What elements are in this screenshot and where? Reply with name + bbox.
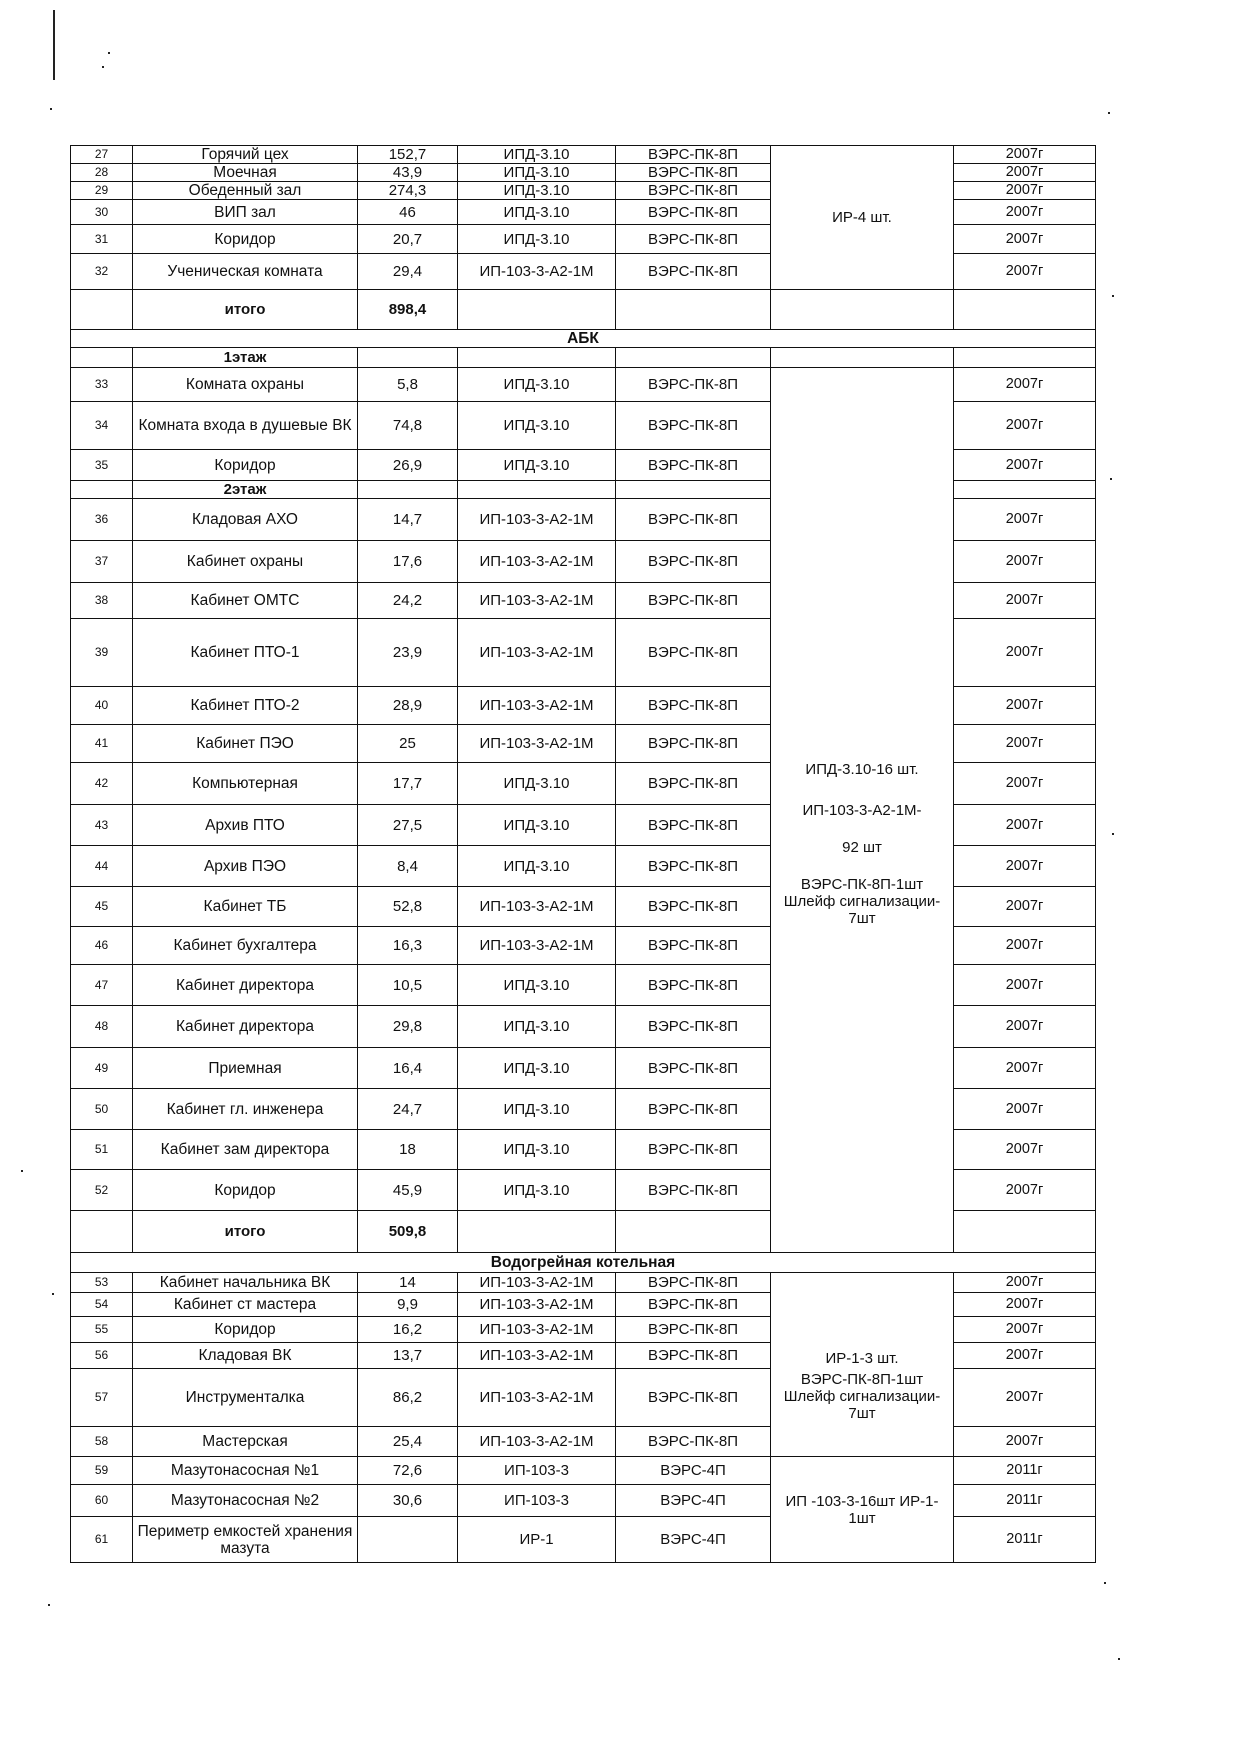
room-area: 74,8 xyxy=(358,402,458,450)
room-area: 18 xyxy=(358,1130,458,1170)
detector-type: ИПД-3.10 xyxy=(458,1089,616,1130)
summary-line: 92 шт xyxy=(842,839,882,856)
room-name: Кабинет директора xyxy=(133,965,358,1006)
detector-type: ИПД-3.10 xyxy=(458,805,616,846)
detector-type: ИП-103-3-А2-1М xyxy=(458,1427,616,1457)
install-year: 2007г xyxy=(954,1048,1096,1089)
room-area: 16,3 xyxy=(358,927,458,965)
panel-type: ВЭРС-ПК-8П xyxy=(616,1130,771,1170)
panel-type: ВЭРС-ПК-8П xyxy=(616,927,771,965)
room-area: 29,8 xyxy=(358,1006,458,1048)
room-area: 45,9 xyxy=(358,1170,458,1211)
row-number: 31 xyxy=(71,225,133,254)
row-number: 37 xyxy=(71,541,133,583)
room-area: 25,4 xyxy=(358,1427,458,1457)
room-area: 46 xyxy=(358,200,458,225)
equipment-table xyxy=(70,145,1096,1563)
scan-artifact-dot xyxy=(1112,833,1114,835)
install-year: 2007г xyxy=(954,1369,1096,1427)
summary-line: 7шт xyxy=(848,1404,876,1422)
install-year: 2007г xyxy=(954,1273,1096,1293)
room-area: 28,9 xyxy=(358,687,458,725)
empty-cell xyxy=(616,290,771,330)
detector-type: ИП-103-3-А2-1М xyxy=(458,619,616,687)
panel-type: ВЭРС-ПК-8П xyxy=(616,1089,771,1130)
room-area: 52,8 xyxy=(358,887,458,927)
room-area: 25 xyxy=(358,725,458,763)
room-name: Кабинет гл. инженера xyxy=(133,1089,358,1130)
scan-artifact-dot xyxy=(50,108,52,110)
install-year: 2007г xyxy=(954,619,1096,687)
install-year: 2007г xyxy=(954,1427,1096,1457)
row-number: 47 xyxy=(71,965,133,1006)
empty-cell xyxy=(358,348,458,368)
panel-type: ВЭРС-ПК-8П xyxy=(616,146,771,164)
room-name: Кабинет начальника ВК xyxy=(133,1273,358,1293)
install-year: 2011г xyxy=(954,1485,1096,1517)
install-year: 2011г xyxy=(954,1457,1096,1485)
detector-type: ИП-103-3-А2-1М xyxy=(458,254,616,290)
panel-type: ВЭРС-ПК-8П xyxy=(616,763,771,805)
floor-row xyxy=(71,348,1096,368)
detector-type: ИР-1 xyxy=(458,1517,616,1563)
panel-type: ВЭРС-ПК-8П xyxy=(616,583,771,619)
row-number: 38 xyxy=(71,583,133,619)
empty-cell xyxy=(771,290,954,330)
room-area: 16,2 xyxy=(358,1317,458,1343)
row-number: 61 xyxy=(71,1517,133,1563)
install-year: 2007г xyxy=(954,846,1096,887)
empty-cell xyxy=(458,290,616,330)
empty-cell xyxy=(358,481,458,499)
total-row xyxy=(71,290,1096,330)
panel-type: ВЭРС-ПК-8П xyxy=(616,402,771,450)
table-row xyxy=(71,368,1096,402)
summary-part1: ИР-4 шт. xyxy=(771,146,954,290)
row-number: 39 xyxy=(71,619,133,687)
room-area: 23,9 xyxy=(358,619,458,687)
detector-type: ИПД-3.10 xyxy=(458,368,616,402)
room-area: 17,6 xyxy=(358,541,458,583)
install-year: 2007г xyxy=(954,254,1096,290)
panel-type: ВЭРС-ПК-8П xyxy=(616,887,771,927)
detector-type: ИПД-3.10 xyxy=(458,1170,616,1211)
install-year: 2007г xyxy=(954,541,1096,583)
panel-type: ВЭРС-ПК-8П xyxy=(616,499,771,541)
detector-type: ИПД-3.10 xyxy=(458,200,616,225)
summary-mazut: ИП -103-3-16шт ИР-1-1шт xyxy=(771,1457,954,1563)
room-area: 5,8 xyxy=(358,368,458,402)
detector-type: ИПД-3.10 xyxy=(458,1006,616,1048)
panel-type: ВЭРС-4П xyxy=(616,1485,771,1517)
install-year: 2007г xyxy=(954,1293,1096,1317)
room-area: 10,5 xyxy=(358,965,458,1006)
total-value: 898,4 xyxy=(358,290,458,330)
room-area: 29,4 xyxy=(358,254,458,290)
scan-artifact-line xyxy=(53,10,55,80)
room-area: 27,5 xyxy=(358,805,458,846)
row-number: 36 xyxy=(71,499,133,541)
room-area: 30,6 xyxy=(358,1485,458,1517)
install-year: 2007г xyxy=(954,450,1096,481)
summary-line: Шлейф сигнализации- xyxy=(783,893,941,910)
detector-type: ИП-103-3-А2-1М xyxy=(458,541,616,583)
scan-artifact-dot xyxy=(1104,1582,1106,1584)
room-name: Комната охраны xyxy=(133,368,358,402)
panel-type: ВЭРС-ПК-8П xyxy=(616,965,771,1006)
summary-boiler xyxy=(771,1273,954,1457)
row-number: 52 xyxy=(71,1170,133,1211)
detector-type: ИП-103-3 xyxy=(458,1457,616,1485)
row-number: 29 xyxy=(71,182,133,200)
empty-cell xyxy=(616,481,771,499)
room-area: 9,9 xyxy=(358,1293,458,1317)
detector-type: ИПД-3.10 xyxy=(458,1130,616,1170)
room-name: Кладовая ВК xyxy=(133,1343,358,1369)
room-name: Коридор xyxy=(133,225,358,254)
room-area: 152,7 xyxy=(358,146,458,164)
row-number: 34 xyxy=(71,402,133,450)
install-year: 2007г xyxy=(954,1343,1096,1369)
panel-type: ВЭРС-ПК-8П xyxy=(616,541,771,583)
detector-type: ИПД-3.10 xyxy=(458,402,616,450)
room-name: Кабинет ПЭО xyxy=(133,725,358,763)
panel-type: ВЭРС-4П xyxy=(616,1517,771,1563)
room-name: ВИП зал xyxy=(133,200,358,225)
scan-artifact-dot xyxy=(48,1604,50,1606)
empty-cell xyxy=(71,481,133,499)
detector-type: ИП-103-3-А2-1М xyxy=(458,1273,616,1293)
room-name: Периметр емкостей хранения мазута xyxy=(133,1517,358,1563)
install-year: 2007г xyxy=(954,1089,1096,1130)
row-number: 57 xyxy=(71,1369,133,1427)
empty-cell xyxy=(954,1211,1096,1253)
room-name: Коридор xyxy=(133,450,358,481)
room-name: Кладовая АХО xyxy=(133,499,358,541)
section-title-boiler: Водогрейная котельная xyxy=(71,1253,1096,1273)
table-row xyxy=(71,1457,1096,1485)
row-number: 41 xyxy=(71,725,133,763)
detector-type: ИП-103-3-А2-1М xyxy=(458,725,616,763)
install-year: 2007г xyxy=(954,164,1096,182)
detector-type: ИП-103-3-А2-1М xyxy=(458,1317,616,1343)
install-year: 2007г xyxy=(954,805,1096,846)
room-name: Инструменталка xyxy=(133,1369,358,1427)
panel-type: ВЭРС-ПК-8П xyxy=(616,1369,771,1427)
summary-line: 7шт xyxy=(848,910,876,927)
room-area: 274,3 xyxy=(358,182,458,200)
install-year: 2007г xyxy=(954,146,1096,164)
room-area: 17,7 xyxy=(358,763,458,805)
room-name: Коридор xyxy=(133,1317,358,1343)
room-area: 26,9 xyxy=(358,450,458,481)
install-year: 2007г xyxy=(954,965,1096,1006)
panel-type: ВЭРС-ПК-8П xyxy=(616,225,771,254)
panel-type: ВЭРС-ПК-8П xyxy=(616,368,771,402)
scan-artifact-dot xyxy=(52,1293,54,1295)
panel-type: ВЭРС-ПК-8П xyxy=(616,1170,771,1211)
detector-type: ИП-103-3 xyxy=(458,1485,616,1517)
scan-artifact-dot xyxy=(1118,1658,1120,1660)
panel-type: ВЭРС-ПК-8П xyxy=(616,846,771,887)
room-name: Кабинет охраны xyxy=(133,541,358,583)
table-row xyxy=(71,1273,1096,1293)
row-number: 30 xyxy=(71,200,133,225)
row-number: 49 xyxy=(71,1048,133,1089)
row-number: 32 xyxy=(71,254,133,290)
detector-type: ИПД-3.10 xyxy=(458,450,616,481)
room-name: Кабинет ПТО-2 xyxy=(133,687,358,725)
floor-label: 1этаж xyxy=(133,348,358,368)
row-number: 27 xyxy=(71,146,133,164)
detector-type: ИП-103-3-А2-1М xyxy=(458,887,616,927)
room-name: Кабинет ОМТС xyxy=(133,583,358,619)
section-row xyxy=(71,1253,1096,1273)
detector-type: ИПД-3.10 xyxy=(458,965,616,1006)
room-area: 13,7 xyxy=(358,1343,458,1369)
detector-type: ИПД-3.10 xyxy=(458,182,616,200)
row-number: 48 xyxy=(71,1006,133,1048)
install-year: 2007г xyxy=(954,583,1096,619)
room-name: Кабинет бухгалтера xyxy=(133,927,358,965)
total-value: 509,8 xyxy=(358,1211,458,1253)
install-year: 2007г xyxy=(954,1130,1096,1170)
empty-cell xyxy=(458,481,616,499)
empty-cell xyxy=(954,481,1096,499)
detector-type: ИП-103-3-А2-1М xyxy=(458,1343,616,1369)
install-year: 2007г xyxy=(954,725,1096,763)
room-name: Приемная xyxy=(133,1048,358,1089)
panel-type: ВЭРС-ПК-8П xyxy=(616,200,771,225)
row-number: 54 xyxy=(71,1293,133,1317)
row-number: 51 xyxy=(71,1130,133,1170)
row-number: 55 xyxy=(71,1317,133,1343)
install-year: 2007г xyxy=(954,499,1096,541)
scan-artifact-dot xyxy=(102,66,104,68)
panel-type: ВЭРС-ПК-8П xyxy=(616,687,771,725)
room-name: Кабинет директора xyxy=(133,1006,358,1048)
section-title-abk: АБК xyxy=(71,330,1096,348)
panel-type: ВЭРС-ПК-8П xyxy=(616,725,771,763)
section-row xyxy=(71,330,1096,348)
detector-type: ИПД-3.10 xyxy=(458,164,616,182)
panel-type: ВЭРС-4П xyxy=(616,1457,771,1485)
detector-type: ИП-103-3-А2-1М xyxy=(458,1293,616,1317)
panel-type: ВЭРС-ПК-8П xyxy=(616,254,771,290)
room-name: Мазутонасосная №2 xyxy=(133,1485,358,1517)
room-name: Кабинет зам директора xyxy=(133,1130,358,1170)
empty-cell xyxy=(616,1211,771,1253)
empty-cell xyxy=(458,348,616,368)
row-number: 56 xyxy=(71,1343,133,1369)
panel-type: ВЭРС-ПК-8П xyxy=(616,1317,771,1343)
empty-cell xyxy=(954,290,1096,330)
row-number: 40 xyxy=(71,687,133,725)
scan-artifact-dot xyxy=(1112,295,1114,297)
row-number: 46 xyxy=(71,927,133,965)
empty-cell xyxy=(71,348,133,368)
row-number: 28 xyxy=(71,164,133,182)
room-name: Архив ПЭО xyxy=(133,846,358,887)
detector-type: ИПД-3.10 xyxy=(458,1048,616,1089)
scan-artifact-dot xyxy=(1108,112,1110,114)
room-area: 8,4 xyxy=(358,846,458,887)
install-year: 2007г xyxy=(954,1317,1096,1343)
detector-type: ИПД-3.10 xyxy=(458,763,616,805)
room-area: 16,4 xyxy=(358,1048,458,1089)
room-name: Кабинет ТБ xyxy=(133,887,358,927)
detector-type: ИП-103-3-А2-1М xyxy=(458,1369,616,1427)
table-row xyxy=(71,146,1096,164)
detector-type: ИПД-3.10 xyxy=(458,846,616,887)
row-number: 35 xyxy=(71,450,133,481)
scan-artifact-dot xyxy=(108,52,110,54)
room-area: 20,7 xyxy=(358,225,458,254)
row-number: 42 xyxy=(71,763,133,805)
empty-cell xyxy=(458,1211,616,1253)
room-name: Комната входа в душевые ВК xyxy=(133,402,358,450)
summary-line: ИПД-3.10-16 шт. xyxy=(805,761,919,778)
install-year: 2007г xyxy=(954,1006,1096,1048)
detector-type: ИПД-3.10 xyxy=(458,225,616,254)
panel-type: ВЭРС-ПК-8П xyxy=(616,1273,771,1293)
summary-line: ВЭРС-ПК-8П-1шт xyxy=(800,1370,924,1388)
install-year: 2007г xyxy=(954,887,1096,927)
row-number: 44 xyxy=(71,846,133,887)
install-year: 2007г xyxy=(954,225,1096,254)
empty-cell xyxy=(616,348,771,368)
panel-type: ВЭРС-ПК-8П xyxy=(616,1293,771,1317)
install-year: 2007г xyxy=(954,200,1096,225)
room-name: Компьютерная xyxy=(133,763,358,805)
empty-cell xyxy=(71,290,133,330)
row-number: 59 xyxy=(71,1457,133,1485)
summary-line: ВЭРС-ПК-8П-1шт xyxy=(800,876,924,893)
room-area: 72,6 xyxy=(358,1457,458,1485)
room-area: 24,2 xyxy=(358,583,458,619)
install-year: 2007г xyxy=(954,182,1096,200)
detector-type: ИПД-3.10 xyxy=(458,146,616,164)
room-name: Кабинет ст мастера xyxy=(133,1293,358,1317)
summary-line: ИП-103-3-А2-1М- xyxy=(802,802,922,819)
empty-cell xyxy=(71,1211,133,1253)
room-area: 24,7 xyxy=(358,1089,458,1130)
install-year: 2007г xyxy=(954,763,1096,805)
panel-type: ВЭРС-ПК-8П xyxy=(616,805,771,846)
panel-type: ВЭРС-ПК-8П xyxy=(616,1427,771,1457)
install-year: 2007г xyxy=(954,402,1096,450)
row-number: 43 xyxy=(71,805,133,846)
detector-type: ИП-103-3-А2-1М xyxy=(458,687,616,725)
install-year: 2007г xyxy=(954,927,1096,965)
room-name: Мастерская xyxy=(133,1427,358,1457)
row-number: 53 xyxy=(71,1273,133,1293)
room-name: Мазутонасосная №1 xyxy=(133,1457,358,1485)
room-name: Архив ПТО xyxy=(133,805,358,846)
empty-cell xyxy=(771,348,954,368)
panel-type: ВЭРС-ПК-8П xyxy=(616,182,771,200)
total-label: итого xyxy=(133,290,358,330)
detector-type: ИП-103-3-А2-1М xyxy=(458,583,616,619)
install-year: 2011г xyxy=(954,1517,1096,1563)
panel-type: ВЭРС-ПК-8П xyxy=(616,164,771,182)
room-name: Кабинет ПТО-1 xyxy=(133,619,358,687)
room-area: 43,9 xyxy=(358,164,458,182)
room-area: 14 xyxy=(358,1273,458,1293)
row-number: 45 xyxy=(71,887,133,927)
panel-type: ВЭРС-ПК-8П xyxy=(616,1006,771,1048)
panel-type: ВЭРС-ПК-8П xyxy=(616,1343,771,1369)
room-name: Ученическая комната xyxy=(133,254,358,290)
row-number: 60 xyxy=(71,1485,133,1517)
room-name: Моечная xyxy=(133,164,358,182)
row-number: 58 xyxy=(71,1427,133,1457)
install-year: 2007г xyxy=(954,1170,1096,1211)
summary-line: ИР-1-3 шт. xyxy=(825,1349,899,1367)
room-name: Обеденный зал xyxy=(133,182,358,200)
panel-type: ВЭРС-ПК-8П xyxy=(616,1048,771,1089)
summary-line: Шлейф сигнализации- xyxy=(783,1387,941,1405)
room-area: 86,2 xyxy=(358,1369,458,1427)
room-name: Коридор xyxy=(133,1170,358,1211)
detector-type: ИП-103-3-А2-1М xyxy=(458,927,616,965)
panel-type: ВЭРС-ПК-8П xyxy=(616,619,771,687)
row-number: 33 xyxy=(71,368,133,402)
panel-type: ВЭРС-ПК-8П xyxy=(616,450,771,481)
summary-abk xyxy=(771,368,954,1253)
row-number: 50 xyxy=(71,1089,133,1130)
detector-type: ИП-103-3-А2-1М xyxy=(458,499,616,541)
floor-label: 2этаж xyxy=(133,481,358,499)
empty-cell xyxy=(954,348,1096,368)
room-area: 14,7 xyxy=(358,499,458,541)
scan-artifact-dot xyxy=(21,1170,23,1172)
install-year: 2007г xyxy=(954,687,1096,725)
scan-artifact-dot xyxy=(1110,478,1112,480)
room-name: Горячий цех xyxy=(133,146,358,164)
total-label: итого xyxy=(133,1211,358,1253)
install-year: 2007г xyxy=(954,368,1096,402)
room-area xyxy=(358,1517,458,1563)
